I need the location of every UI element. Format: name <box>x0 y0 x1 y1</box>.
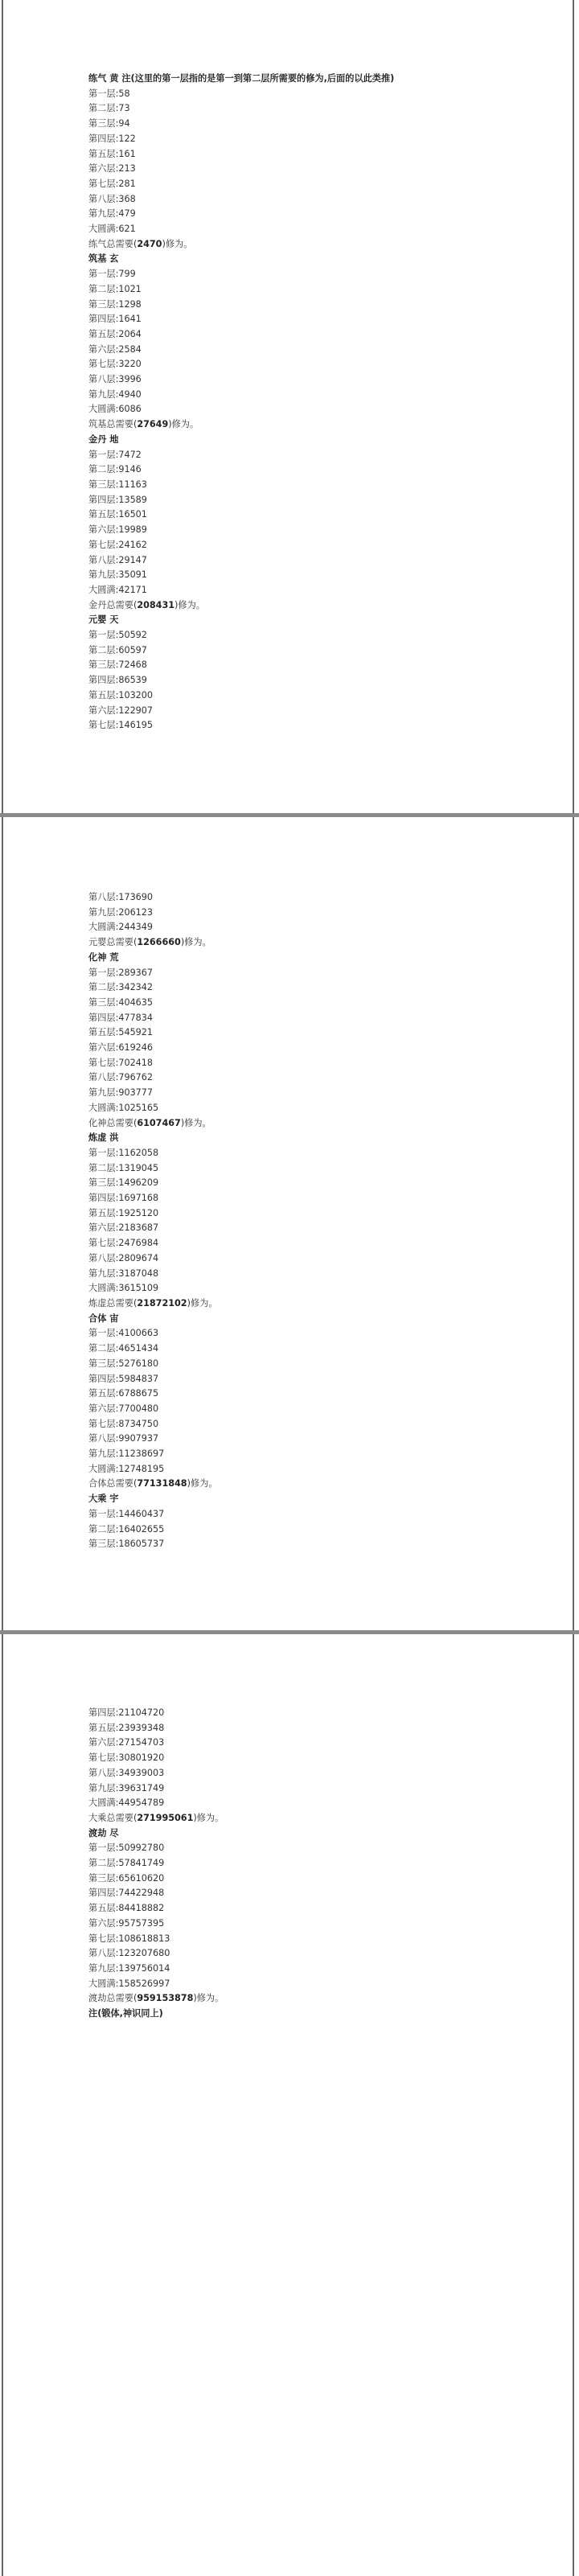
level-line: 第七层:108618813 <box>88 1933 170 1944</box>
level-line: 第四层:5984837 <box>88 1373 159 1384</box>
total-prefix: 炼虚总需要( <box>88 1297 138 1309</box>
section-heading: 注(锻体,神识同上) <box>88 2008 163 2019</box>
level-line: 第七层:281 <box>88 178 136 189</box>
level-line: 第八层:796762 <box>88 1072 154 1083</box>
section-total <box>88 935 218 951</box>
total-prefix: 渡劫总需要( <box>88 1993 138 2004</box>
total-suffix: )修为。 <box>187 1297 218 1309</box>
level-line: 第五层:2064 <box>88 328 142 339</box>
level-line: 第三层:11163 <box>88 479 147 490</box>
page-3-text <box>88 1706 224 2022</box>
level-line: 大圆满:158526997 <box>88 1978 170 1989</box>
section-total <box>88 1811 224 1826</box>
level-line: 第一层:7472 <box>88 449 142 460</box>
level-line: 第三层:1496209 <box>88 1177 159 1189</box>
level-line: 第八层:29147 <box>88 554 147 565</box>
document-page-2 <box>2 817 574 1630</box>
level-line: 第二层:60597 <box>88 644 147 655</box>
level-line: 第二层:4651434 <box>88 1343 159 1354</box>
level-line: 第三层:18605737 <box>88 1539 165 1550</box>
level-line: 第六层:95757395 <box>88 1917 165 1929</box>
total-value: 27649 <box>137 419 169 430</box>
level-line: 第二层:73 <box>88 103 130 114</box>
total-prefix: 化神总需要( <box>88 1117 138 1128</box>
level-line: 第三层:65610620 <box>88 1872 165 1884</box>
section-heading: 元婴 天 <box>88 614 119 626</box>
level-line: 第四层:1641 <box>88 314 142 325</box>
level-line: 第五层:23939348 <box>88 1722 165 1733</box>
document-page-3 <box>2 1634 574 2576</box>
level-line: 第八层:3996 <box>88 374 142 385</box>
total-value: 6107467 <box>137 1117 181 1128</box>
level-line: 第六层:619246 <box>88 1042 154 1054</box>
section-total <box>88 598 394 614</box>
level-line: 第三层:94 <box>88 118 130 129</box>
level-line: 第四层:86539 <box>88 675 147 686</box>
level-line: 大圆满:1025165 <box>88 1102 159 1113</box>
total-value: 959153878 <box>137 1993 194 2004</box>
section-total <box>88 1116 218 1132</box>
level-line: 第九层:139756014 <box>88 1962 170 1974</box>
section-total <box>88 417 394 433</box>
level-line: 第八层:2809674 <box>88 1252 159 1263</box>
section-heading: 渡劫 尽 <box>88 1827 119 1839</box>
level-line: 第七层:2476984 <box>88 1238 159 1249</box>
level-line: 第九层:903777 <box>88 1087 154 1099</box>
total-value: 208431 <box>137 599 175 610</box>
level-line: 第九层:206123 <box>88 906 154 918</box>
level-line: 第四层:74422948 <box>88 1888 165 1899</box>
total-prefix: 元婴总需要( <box>88 937 138 948</box>
level-line: 第二层:9146 <box>88 464 142 475</box>
level-line: 第八层:9907937 <box>88 1433 159 1444</box>
level-line: 第六层:7700480 <box>88 1403 159 1414</box>
section-heading: 炼虚 洪 <box>88 1132 119 1144</box>
level-line: 第八层:368 <box>88 193 136 204</box>
level-line: 第二层:1319045 <box>88 1162 159 1173</box>
section-total <box>88 237 394 253</box>
total-suffix: )修为。 <box>187 1478 218 1489</box>
level-line: 第九层:39631749 <box>88 1782 165 1793</box>
level-line: 第一层:50592 <box>88 630 147 641</box>
level-line: 第九层:479 <box>88 208 136 220</box>
level-line: 第八层:34939003 <box>88 1767 165 1778</box>
level-line: 第三层:5276180 <box>88 1358 159 1369</box>
level-line: 第四层:13589 <box>88 494 147 505</box>
total-suffix: )修为。 <box>193 1812 224 1823</box>
total-suffix: )修为。 <box>168 419 199 430</box>
level-line: 第五层:84418882 <box>88 1903 165 1914</box>
level-line: 第七层:146195 <box>88 720 154 731</box>
level-line: 第八层:173690 <box>88 892 154 902</box>
level-line: 第四层:122 <box>88 133 136 144</box>
level-line: 第一层:58 <box>88 88 130 99</box>
level-line: 第五层:1925120 <box>88 1207 159 1218</box>
level-line: 第九层:35091 <box>88 569 147 581</box>
level-line: 第三层:1298 <box>88 298 142 310</box>
level-line: 第三层:72468 <box>88 659 147 671</box>
level-line: 第二层:1021 <box>88 283 142 294</box>
level-line: 第五层:545921 <box>88 1027 154 1038</box>
level-line: 第一层:799 <box>88 269 136 280</box>
level-line: 第一层:4100663 <box>88 1328 159 1339</box>
level-line: 第六层:122907 <box>88 705 154 716</box>
section-heading: 合体 宙 <box>88 1313 119 1324</box>
level-line: 第七层:702418 <box>88 1057 154 1068</box>
section-heading: 练气 黄 注(这里的第一层指的是第一到第二层所需要的修为,后面的以此类推) <box>88 73 395 84</box>
level-line: 第七层:24162 <box>88 539 147 550</box>
total-value: 21872102 <box>137 1297 187 1309</box>
level-line: 第八层:123207680 <box>88 1948 170 1959</box>
total-suffix: )修为。 <box>180 1117 211 1128</box>
section-heading: 化神 荒 <box>88 951 119 963</box>
level-line: 第一层:50992780 <box>88 1843 165 1854</box>
level-line: 第二层:342342 <box>88 982 154 993</box>
total-prefix: 金丹总需要( <box>88 599 138 610</box>
level-line: 第一层:1162058 <box>88 1147 159 1158</box>
level-line: 第三层:404635 <box>88 996 154 1008</box>
total-prefix: 练气总需要( <box>88 238 138 249</box>
level-line: 第六层:27154703 <box>88 1737 165 1748</box>
level-line: 第九层:11238697 <box>88 1448 165 1460</box>
section-total <box>88 1477 218 1492</box>
level-line: 大圆满:6086 <box>88 404 142 415</box>
total-value: 1266660 <box>137 937 181 948</box>
total-value: 271995061 <box>137 1812 194 1823</box>
level-line: 第一层:289367 <box>88 967 154 978</box>
total-value: 77131848 <box>137 1478 187 1489</box>
level-line: 第二层:16402655 <box>88 1523 165 1535</box>
total-suffix: )修为。 <box>162 238 193 249</box>
level-line: 第二层:57841749 <box>88 1858 165 1869</box>
level-line: 第四层:1697168 <box>88 1193 159 1204</box>
total-prefix: 合体总需要( <box>88 1478 138 1489</box>
level-line: 第七层:8734750 <box>88 1418 159 1429</box>
total-prefix: 大乘总需要( <box>88 1812 138 1823</box>
level-line: 大圆满:621 <box>88 224 136 235</box>
level-line: 第六层:19989 <box>88 524 147 536</box>
section-heading: 大乘 宇 <box>88 1493 119 1505</box>
level-line: 第七层:30801920 <box>88 1752 165 1764</box>
level-line: 第四层:477834 <box>88 1012 154 1023</box>
level-line: 第七层:3220 <box>88 359 142 370</box>
section-total <box>88 1991 224 2007</box>
total-suffix: )修为。 <box>193 1993 224 2004</box>
level-line: 大圆满:3615109 <box>88 1283 159 1294</box>
total-suffix: )修为。 <box>175 599 205 610</box>
section-heading: 筑基 玄 <box>88 253 119 265</box>
page-2-text <box>88 890 218 1552</box>
level-line: 第五层:6788675 <box>88 1388 159 1399</box>
level-line: 第五层:161 <box>88 148 136 159</box>
level-line: 第六层:213 <box>88 163 136 175</box>
level-line: 第五层:103200 <box>88 689 154 700</box>
section-heading: 金丹 地 <box>88 433 119 445</box>
level-line: 大圆满:42171 <box>88 584 147 595</box>
level-line: 大圆满:44954789 <box>88 1797 165 1809</box>
level-line: 第一层:14460437 <box>88 1508 165 1519</box>
total-prefix: 筑基总需要( <box>88 419 138 430</box>
level-line: 大圆满:12748195 <box>88 1463 165 1474</box>
level-line: 第九层:4940 <box>88 388 142 400</box>
total-suffix: )修为。 <box>180 937 211 948</box>
total-value: 2470 <box>137 238 162 249</box>
page-1-text <box>88 72 394 733</box>
level-line: 第六层:2584 <box>88 343 142 355</box>
level-line: 第四层:21104720 <box>88 1707 165 1718</box>
level-line: 大圆满:244349 <box>88 922 154 933</box>
level-line: 第九层:3187048 <box>88 1267 159 1279</box>
level-line: 第五层:16501 <box>88 509 147 520</box>
section-total <box>88 1296 218 1312</box>
level-line: 第六层:2183687 <box>88 1222 159 1234</box>
